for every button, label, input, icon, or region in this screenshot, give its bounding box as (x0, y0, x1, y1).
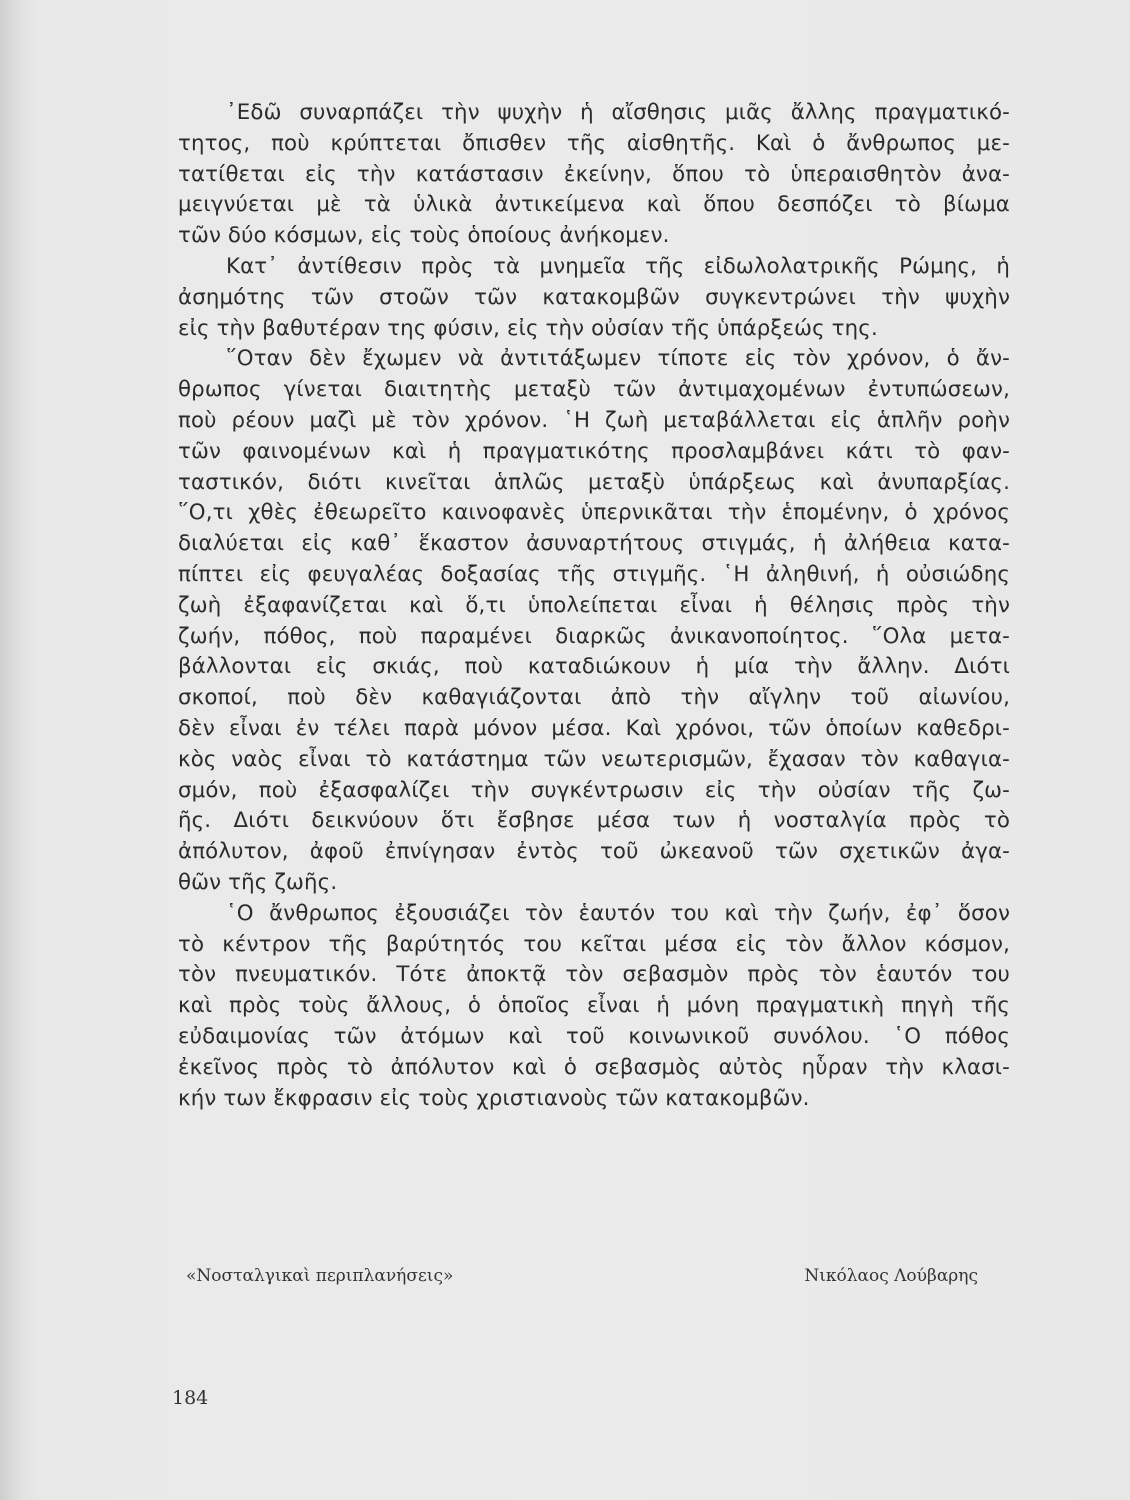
text-line: τῶν δύο κόσμων, εἰς τοὺς ὁποίους ἀνήκομεν. (178, 223, 670, 249)
text-line: τὸν πνευματικόν. Τότε ἀποκτᾷ τὸν σεβασμὸν πρὸς τὸν ἑαυτόν του (178, 962, 1010, 988)
text-line: ᾿Εδῶ συναρπάζει τὴν ψυχὴν ἡ αἴσθησις μιᾶς ἄλλης πραγματικό- (226, 100, 1010, 125)
text-line: ῆς. Διότι δεικνύουν ὅτι ἔσβησε μέσα των ἡ νοσταλγία πρὸς τὸ (178, 808, 1010, 834)
text-line: κὸς ναὸς εἶναι τὸ κατάστημα τῶν νεωτερισμῶν, ἔχασαν τὸν καθαγια- (178, 746, 1010, 772)
source-title: «Νοσταλγικαὶ περιπλανήσεις» (186, 1266, 454, 1286)
text-line: ζωήν, πόθος, ποὺ παραμένει διαρκῶς ἀνικανοποίητος. ῞Ολα μετα- (178, 623, 1010, 649)
text-line: μειγνύεται μὲ τὰ ὑλικὰ ἀντικείμενα καὶ ὅπου δεσπόζει τὸ βίωμα (178, 192, 1010, 218)
text-line: σμόν, ποὺ ἐξασφαλίζει τὴν συγκέντρωσιν εἰς τὴν οὐσίαν τῆς ζω- (178, 777, 1010, 803)
body-text (178, 98, 1010, 1114)
text-line: καὶ πρὸς τοὺς ἄλλους, ὁ ὁποῖος εἶναι ἡ μόνη πραγματικὴ πηγὴ τῆς (178, 993, 1010, 1019)
text-line: ζωὴ ἐξαφανίζεται καὶ ὅ,τι ὑπολείπεται εἶναι ἡ θέλησις πρὸς τὴν (178, 592, 1010, 618)
text-line: διαλύεται εἰς καθ᾿ ἕκαστον ἀσυναρτήτους στιγμάς, ἡ ἀλήθεια κατα- (178, 531, 1010, 557)
text-line: κήν των ἔκφρασιν εἰς τοὺς χριστιανοὺς τῶν κατακομβῶν. (178, 1085, 810, 1111)
paragraph-1 (178, 98, 1010, 252)
text-line: θρωπος γίνεται διαιτητὴς μεταξὺ τῶν ἀντιμαχομένων ἐντυπώσεων, (178, 377, 1010, 403)
text-line: εἰς τὴν βαθυτέραν της φύσιν, εἰς τὴν οὐσίαν τῆς ὑπάρξεώς της. (178, 315, 878, 341)
page-number: 184 (172, 1387, 209, 1409)
text-line: ταστικόν, διότι κινεῖται ἁπλῶς μεταξὺ ὑπάρξεως καὶ ἀνυπαρξίας. (178, 469, 1010, 495)
paragraph-2 (178, 252, 1010, 344)
author-name: Νικόλαος Λούβαρης (804, 1266, 978, 1286)
text-line: Κατ᾿ ἀντίθεσιν πρὸς τὰ μνημεῖα τῆς εἰδωλολατρικῆς Ρώμης, ἡ (226, 253, 1010, 279)
paragraph-3 (178, 344, 1010, 898)
text-line: ποὺ ρέουν μαζὶ μὲ τὸν χρόνον. ῾Η ζωὴ μεταβάλλεται εἰς ἁπλῆν ροὴν (178, 407, 1010, 433)
text-line: πίπτει εἰς φευγαλέας δοξασίας τῆς στιγμῆς. ῾Η ἀληθινή, ἡ οὐσιώδης (178, 561, 1010, 587)
text-line: ἀπόλυτον, ἀφοῦ ἐπνίγησαν ἐντὸς τοῦ ὠκεανοῦ τῶν σχετικῶν ἀγα- (178, 839, 1010, 865)
text-line: εὐδαιμονίας τῶν ἀτόμων καὶ τοῦ κοινωνικοῦ συνόλου. ῾Ο πόθος (178, 1023, 1010, 1049)
text-line: τατίθεται εἰς τὴν κατάστασιν ἐκείνην, ὅπου τὸ ὑπεραισθητὸν ἀνα- (178, 161, 1010, 187)
text-line: ἐκεῖνος πρὸς τὸ ἀπόλυτον καὶ ὁ σεβασμὸς αὐτὸς ηὗραν τὴν κλασι- (178, 1054, 1010, 1080)
text-line: ῞Ο,τι χθὲς ἐθεωρεῖτο καινοφανὲς ὑπερνικᾶται τὴν ἑπομένην, ὁ χρόνος (178, 500, 1010, 526)
page-gutter (0, 0, 22, 1500)
text-line: τὸ κέντρον τῆς βαρύτητός του κεῖται μέσα εἰς τὸν ἄλλον κόσμον, (178, 931, 1010, 957)
text-line: ἀσημότης τῶν στοῶν τῶν κατακομβῶν συγκεντρώνει τὴν ψυχὴν (178, 284, 1010, 310)
text-line: τῶν φαινομένων καὶ ἡ πραγματικότης προσλαμβάνει κάτι τὸ φαν- (178, 438, 1010, 464)
text-line: σκοποί, ποὺ δὲν καθαγιάζονται ἀπὸ τὴν αἴγλην τοῦ αἰωνίου, (178, 685, 1010, 711)
text-line: ῞Οταν δὲν ἔχωμεν νὰ ἀντιτάξωμεν τίποτε εἰς τὸν χρόνον, ὁ ἄν- (226, 346, 1010, 372)
text-line: τητος, ποὺ κρύπτεται ὄπισθεν τῆς αἰσθητῆς. Καὶ ὁ ἄνθρωπος με- (178, 130, 1010, 156)
text-line: βάλλονται εἰς σκιάς, ποὺ καταδιώκουν ἡ μία τὴν ἄλλην. Διότι (178, 654, 1010, 680)
text-line: θῶν τῆς ζωῆς. (178, 869, 338, 895)
text-line: δὲν εἶναι ἐν τέλει παρὰ μόνον μέσα. Καὶ χρόνοι, τῶν ὁποίων καθεδρι- (178, 715, 1010, 741)
paragraph-4 (178, 899, 1010, 1115)
text-line: ῾Ο ἄνθρωπος ἐξουσιάζει τὸν ἑαυτόν του καὶ τὴν ζωήν, ἐφ᾿ ὅσον (226, 900, 1010, 926)
